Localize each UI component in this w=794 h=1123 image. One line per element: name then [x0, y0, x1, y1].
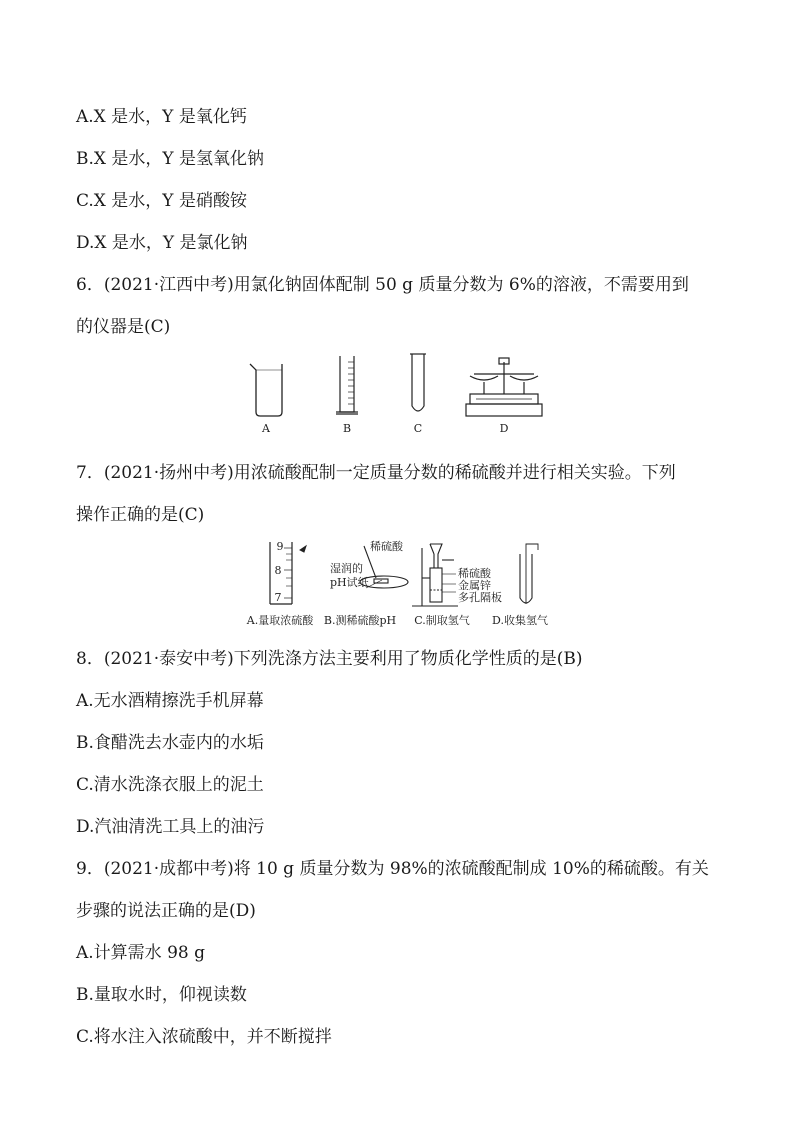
c-label-plate: 多孔隔板	[458, 591, 502, 604]
caption-c: C.制取氢气	[414, 614, 470, 627]
q5-option-d: D.X 是水，Y 是氯化钠	[76, 233, 248, 253]
q9-option-c: C.将水注入浓硫酸中，并不断搅拌	[76, 1027, 332, 1047]
tick-9: 9	[276, 540, 284, 553]
q5-option-c: C.X 是水，Y 是硝酸铵	[76, 191, 247, 211]
label-b: B	[342, 422, 352, 435]
q8-stem: 8．(2021·泰安中考)下列洗涤方法主要利用了物质化学性质的是(B)	[76, 649, 583, 669]
caption-a: A.量取浓硫酸	[246, 614, 314, 627]
q9-stem-line2: 步骤的说法正确的是(D)	[76, 901, 256, 921]
label-c: C	[413, 422, 423, 435]
b-label-paper-1: 湿润的	[330, 562, 363, 575]
q7-stem-line2: 操作正确的是(C)	[76, 505, 205, 525]
q6-stem-line1: 6．(2021·江西中考)用氯化钠固体配制 50 g 质量分数为 6%的溶液，不需要用到	[76, 275, 689, 295]
q8-option-d: D.汽油清洗工具上的油污	[76, 817, 265, 837]
q5-option-a: A.X 是水，Y 是氧化钙	[76, 107, 247, 127]
tick-7: 7	[274, 591, 282, 604]
q7-figure	[244, 538, 554, 630]
caption-d: D.收集氢气	[492, 614, 548, 627]
q9-option-b: B.量取水时，仰视读数	[76, 985, 247, 1005]
q6-figure	[244, 352, 554, 436]
q7-stem-line1: 7．(2021·扬州中考)用浓硫酸配制一定质量分数的稀硫酸并进行相关实验。下列	[76, 463, 676, 483]
q9-stem-line1: 9．(2021·成都中考)将 10 g 质量分数为 98%的浓硫酸配制成 10%的稀硫酸。有关	[76, 859, 709, 879]
q5-option-b: B.X 是水，Y 是氢氧化钠	[76, 149, 265, 169]
caption-b: B.测稀硫酸pH	[323, 614, 397, 627]
b-label-acid: 稀硫酸	[370, 540, 403, 553]
label-d: D	[499, 422, 509, 435]
q8-option-a: A.无水酒精擦洗手机屏幕	[76, 691, 264, 711]
beaker-icon	[250, 364, 282, 416]
cylinder-icon	[336, 356, 358, 414]
gas-collection-icon	[520, 544, 538, 604]
c-label-acid: 稀硫酸	[458, 567, 491, 580]
tick-8: 8	[274, 564, 282, 577]
q9-option-a: A.计算需水 98 g	[76, 943, 206, 963]
eye-icon	[300, 546, 306, 552]
q8-option-b: B.食醋洗去水壶内的水垢	[76, 733, 264, 753]
q8-option-c: C.清水洗涤衣服上的泥土	[76, 775, 264, 795]
test-tube-icon	[410, 354, 426, 411]
balance-icon	[466, 358, 542, 416]
c-label-zinc: 金属锌	[458, 579, 491, 592]
q6-stem-line2: 的仪器是(C)	[76, 317, 171, 337]
b-label-paper-2: pH试纸	[330, 576, 369, 589]
hydrogen-generator-icon	[412, 544, 458, 606]
label-a: A	[262, 422, 270, 435]
